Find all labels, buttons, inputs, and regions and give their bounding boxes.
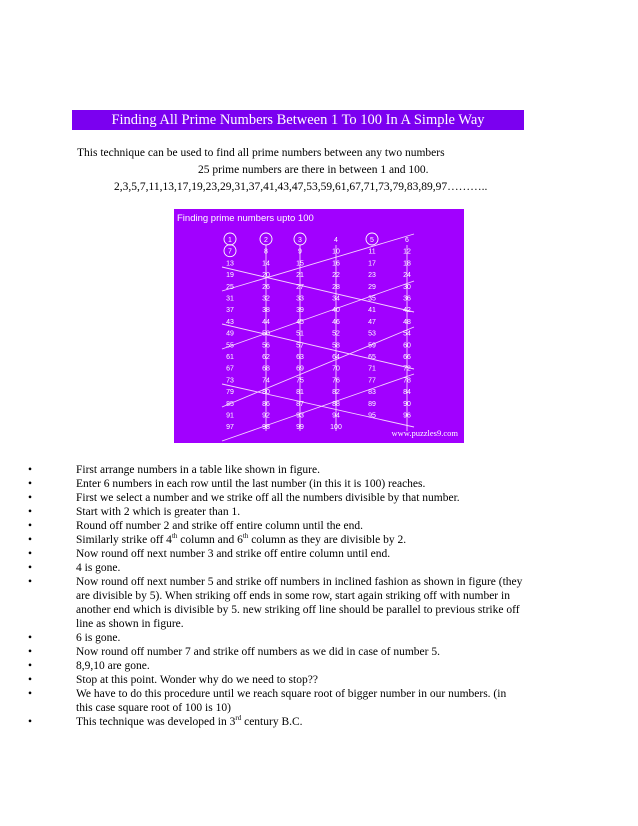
grid-number: 87 xyxy=(296,400,304,408)
grid-number: 61 xyxy=(226,354,234,361)
list-item-text: Now round off next number 3 and strike off entire column until end. xyxy=(76,548,391,560)
list-item-text: Similarly strike off 4 xyxy=(76,534,172,546)
figure-title: Finding prime numbers upto 100 xyxy=(177,213,314,224)
grid-number: 59 xyxy=(368,342,376,350)
prime-count-text: 25 prime numbers are there in between 1 and 100. xyxy=(198,164,429,176)
steps-list xyxy=(28,463,588,729)
grid-number: 98 xyxy=(262,424,270,432)
grid-number: 44 xyxy=(262,318,270,326)
grid-number: 70 xyxy=(332,365,340,373)
grid-number: 4 xyxy=(334,237,338,244)
grid-number: 75 xyxy=(296,377,304,385)
list-item xyxy=(28,659,588,673)
grid-number: 40 xyxy=(332,307,340,315)
grid-number: 76 xyxy=(332,377,340,385)
list-item-text: 4 is gone. xyxy=(76,562,121,574)
grid-number: 81 xyxy=(296,389,304,397)
grid-number: 32 xyxy=(262,295,270,303)
grid-number: 3 xyxy=(298,237,302,244)
list-item xyxy=(28,533,588,547)
grid-number: 27 xyxy=(296,283,304,291)
bullet-icon: • xyxy=(28,464,33,476)
strike-line xyxy=(222,324,414,369)
bullet-icon: • xyxy=(28,506,33,518)
grid-number: 95 xyxy=(368,412,376,420)
grid-number: 69 xyxy=(296,365,304,373)
grid-number: 86 xyxy=(262,400,270,408)
grid-number: 21 xyxy=(296,272,304,280)
grid-number: 68 xyxy=(262,365,270,373)
grid-number: 49 xyxy=(226,330,234,338)
list-item-text: Now round off next number 5 and strike off numbers in inclined fashion as shown in figure (they xyxy=(76,576,523,588)
bullet-icon: • xyxy=(28,716,33,728)
grid-number: 39 xyxy=(296,307,304,315)
grid-number: 9 xyxy=(298,248,302,256)
grid-number: 66 xyxy=(403,354,411,361)
list-item-text: Round off number 2 and strike off entire column until the end. xyxy=(76,520,364,532)
grid-number: 71 xyxy=(368,365,376,373)
grid-number: 51 xyxy=(296,330,304,338)
grid-number: 35 xyxy=(368,295,376,303)
bullet-icon: • xyxy=(28,688,33,700)
list-item xyxy=(28,673,588,687)
grid-number: 73 xyxy=(226,377,234,385)
list-item-text: column and 6 xyxy=(177,534,243,546)
bullet-icon: • xyxy=(28,632,33,644)
grid-number: 78 xyxy=(403,377,411,385)
list-item-text: line as shown in figure. xyxy=(76,618,184,630)
bullet-icon: • xyxy=(28,548,33,560)
bullet-icon: • xyxy=(28,520,33,532)
list-item-text: another end which is divisible by 5. new striking off line should be parallel to previous strike off xyxy=(76,604,520,616)
strike-line xyxy=(222,267,414,315)
grid-number: 24 xyxy=(403,272,411,280)
list-item xyxy=(28,477,588,491)
grid-number: 55 xyxy=(226,342,234,350)
grid-number: 6 xyxy=(405,237,409,244)
strike-line xyxy=(222,384,414,427)
grid-number: 52 xyxy=(332,330,340,338)
list-item-text: Enter 6 numbers in each row until the last number (in this it is 100) reaches. xyxy=(76,478,426,490)
grid-number: 60 xyxy=(403,342,411,350)
grid-number: 17 xyxy=(368,260,376,268)
grid-number: 63 xyxy=(296,354,304,361)
grid-number: 100 xyxy=(330,424,342,432)
grid-number: 72 xyxy=(403,365,411,373)
grid-number: 26 xyxy=(262,283,270,291)
grid-number: 48 xyxy=(403,318,411,326)
page-title: Finding All Prime Numbers Between 1 To 100 In A Simple Way xyxy=(72,110,524,130)
grid-number: 96 xyxy=(403,412,411,420)
grid-number: 38 xyxy=(262,307,270,315)
grid-number: 15 xyxy=(296,260,304,268)
grid-number: 43 xyxy=(226,318,234,326)
list-item xyxy=(28,547,588,561)
bullet-icon: • xyxy=(28,576,33,588)
grid-number: 5 xyxy=(370,237,374,244)
grid-number: 30 xyxy=(403,283,411,291)
grid-number: 11 xyxy=(368,248,376,256)
grid-number: 13 xyxy=(226,260,234,268)
list-item xyxy=(28,561,588,575)
grid-number: 56 xyxy=(262,342,270,350)
bullet-icon: • xyxy=(28,660,33,672)
grid-number: 79 xyxy=(226,389,234,397)
grid-number: 67 xyxy=(226,365,234,373)
grid-number: 93 xyxy=(296,412,304,420)
grid-number: 82 xyxy=(332,389,340,397)
grid-number: 19 xyxy=(226,272,234,280)
list-item-text: First arrange numbers in a table like shown in figure. xyxy=(76,464,320,476)
grid-number: 54 xyxy=(403,330,411,338)
bullet-icon: • xyxy=(28,674,33,686)
grid-number: 89 xyxy=(368,400,376,408)
grid-number: 10 xyxy=(332,248,340,256)
grid-number: 28 xyxy=(332,283,340,291)
grid-number: 50 xyxy=(262,330,270,338)
bullet-icon: • xyxy=(28,534,33,546)
list-item-text: First we select a number and we strike off all the numbers divisible by that number. xyxy=(76,492,460,504)
grid-number: 36 xyxy=(403,295,411,303)
grid-number: 33 xyxy=(296,295,304,303)
bullet-icon: • xyxy=(28,562,33,574)
list-item-text: 8,9,10 are gone. xyxy=(76,660,150,672)
bullet-icon: • xyxy=(28,646,33,658)
grid-number: 34 xyxy=(332,295,340,303)
strike-line xyxy=(222,234,414,291)
grid-number: 23 xyxy=(368,272,376,280)
list-item-text: 6 is gone. xyxy=(76,632,121,644)
grid-number: 45 xyxy=(296,318,304,326)
list-item-text: column as they are divisible by 2. xyxy=(248,534,407,546)
list-item-text: this case square root of 100 is 10) xyxy=(76,702,231,714)
grid-number: 64 xyxy=(332,354,340,361)
list-item xyxy=(28,715,588,729)
grid-number: 97 xyxy=(226,424,234,432)
strike-line xyxy=(222,374,414,441)
grid-number: 53 xyxy=(368,330,376,338)
list-item-text: century B.C. xyxy=(241,716,303,728)
sieve-figure xyxy=(174,209,464,443)
grid-number: 29 xyxy=(368,283,376,291)
grid-number: 57 xyxy=(296,342,304,350)
grid-number: 25 xyxy=(226,283,234,291)
grid-number: 7 xyxy=(228,248,232,256)
intro-text: This technique can be used to find all prime numbers between any two numbers xyxy=(77,147,445,159)
list-item xyxy=(28,463,588,477)
grid-number: 47 xyxy=(368,318,376,326)
bullet-icon: • xyxy=(28,478,33,490)
grid-number: 99 xyxy=(296,424,304,432)
grid-number: 1 xyxy=(228,237,232,244)
grid-number: 37 xyxy=(226,307,234,315)
sieve-grid xyxy=(174,209,464,443)
superscript: rd xyxy=(235,714,242,723)
grid-number: 18 xyxy=(403,260,411,268)
list-item-text: This technique was developed in 3 xyxy=(76,716,236,728)
grid-number: 22 xyxy=(332,272,340,280)
grid-number: 88 xyxy=(332,400,340,408)
grid-number: 65 xyxy=(368,354,376,361)
prime-list-text: 2,3,5,7,11,13,17,19,23,29,31,37,41,43,47,53,59,61,67,71,73,79,83,89,97……….. xyxy=(114,181,488,193)
grid-number: 2 xyxy=(264,237,268,244)
grid-number: 92 xyxy=(262,412,270,420)
figure-watermark: www.puzzles9.com xyxy=(391,428,458,438)
list-item xyxy=(28,687,588,715)
list-item xyxy=(28,631,588,645)
list-item xyxy=(28,491,588,505)
list-item-text: Now round off number 7 and strike off numbers as we did in case of number 5. xyxy=(76,646,440,658)
list-item-text: Start with 2 which is greater than 1. xyxy=(76,506,241,518)
grid-number: 42 xyxy=(403,307,411,315)
grid-number: 12 xyxy=(403,248,411,256)
list-item xyxy=(28,645,588,659)
superscript: th xyxy=(242,532,249,541)
grid-number: 62 xyxy=(262,354,270,361)
grid-number: 94 xyxy=(332,412,340,420)
list-item xyxy=(28,519,588,533)
list-item-text: Stop at this point. Wonder why do we need to stop?? xyxy=(76,674,318,686)
grid-number: 77 xyxy=(368,377,376,385)
list-item-text: We have to do this procedure until we reach square root of bigger number in our numbers. (in xyxy=(76,688,507,700)
grid-number: 83 xyxy=(368,389,376,397)
grid-number: 80 xyxy=(262,389,270,397)
grid-number: 41 xyxy=(368,307,376,315)
grid-number: 58 xyxy=(332,342,340,350)
grid-number: 74 xyxy=(262,377,270,385)
list-item-text: are divisible by 5). When striking off ends in some row, start again striking off with number in xyxy=(76,590,510,602)
bullet-icon: • xyxy=(28,492,33,504)
grid-number: 84 xyxy=(403,389,411,397)
superscript: th xyxy=(171,532,178,541)
grid-number: 46 xyxy=(332,318,340,326)
list-item xyxy=(28,575,588,631)
list-item xyxy=(28,505,588,519)
grid-number: 91 xyxy=(226,412,234,420)
grid-number: 14 xyxy=(262,260,270,268)
grid-number: 90 xyxy=(403,400,411,408)
grid-number: 20 xyxy=(262,272,270,280)
grid-number: 85 xyxy=(226,400,234,408)
grid-number: 31 xyxy=(226,295,234,303)
grid-number: 16 xyxy=(332,260,340,268)
grid-number: 8 xyxy=(264,248,268,256)
